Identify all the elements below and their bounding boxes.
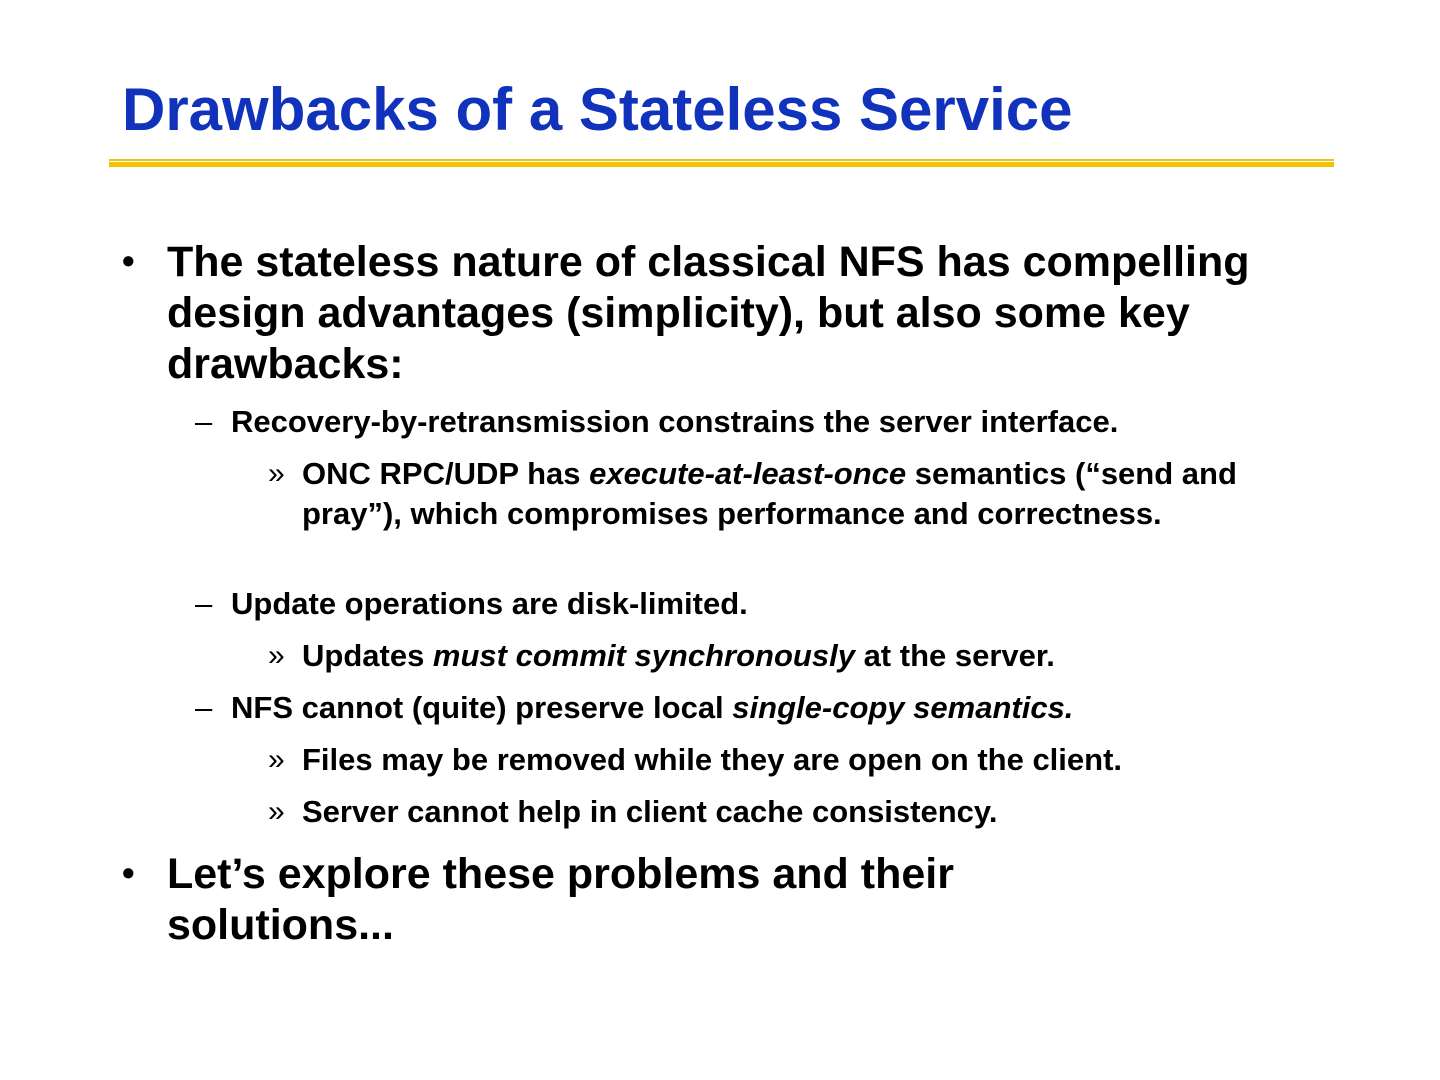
slide-title: Drawbacks of a Stateless Service <box>122 76 1073 143</box>
subsubbullet-cache-consistency <box>0 792 1440 832</box>
subbullet-text <box>231 688 1361 728</box>
dash-marker: – <box>195 586 213 621</box>
italic-term: must commit synchronously <box>432 638 855 673</box>
text-segment: at the server. <box>854 638 1055 673</box>
subsubbullet-onc-rpc <box>0 454 1440 574</box>
dash-marker: – <box>195 690 213 725</box>
dash-marker: – <box>195 404 213 439</box>
text-segment: semantics (“send and pray”), which compromises performance and correctness. <box>302 456 1237 531</box>
chevron-marker: » <box>268 457 285 490</box>
subsubbullet-text <box>302 454 1332 534</box>
bullet-explore-problems <box>0 848 1440 958</box>
subsubbullet-updates-commit <box>0 636 1440 676</box>
subbullet-single-copy <box>0 688 1440 728</box>
bullet-text: The stateless nature of classical NFS has compelling design advantages (simplicity), but also some key drawbacks: <box>167 238 1250 388</box>
chevron-marker: » <box>268 743 285 776</box>
italic-term: execute-at-least-once <box>589 456 907 491</box>
subbullet-update-ops <box>0 584 1440 624</box>
subbullet-text: Update operations are disk-limited. <box>231 586 748 621</box>
subsubbullet-text <box>302 636 1332 676</box>
subbullet-recovery <box>0 402 1440 442</box>
text-segment: NFS cannot (quite) preserve local <box>231 690 733 725</box>
bullet-text: Let’s explore these problems and their solutions... <box>167 850 954 949</box>
text-segment: ONC RPC/UDP has <box>302 456 590 491</box>
subsubbullet-files-removed <box>0 740 1440 780</box>
subsubbullet-text: Files may be removed while they are open on the client. <box>302 742 1123 777</box>
chevron-marker: » <box>268 639 285 672</box>
text-segment: Updates <box>302 638 433 673</box>
bullet-marker: • <box>122 852 135 893</box>
chevron-marker: » <box>268 795 285 828</box>
subbullet-text: Recovery-by-retransmission constrains the server interface. <box>231 404 1119 439</box>
bullet-stateless-nature <box>0 236 1440 396</box>
bullet-marker: • <box>122 240 135 281</box>
italic-term: single-copy semantics. <box>732 690 1074 725</box>
subsubbullet-text: Server cannot help in client cache consistency. <box>302 794 998 829</box>
